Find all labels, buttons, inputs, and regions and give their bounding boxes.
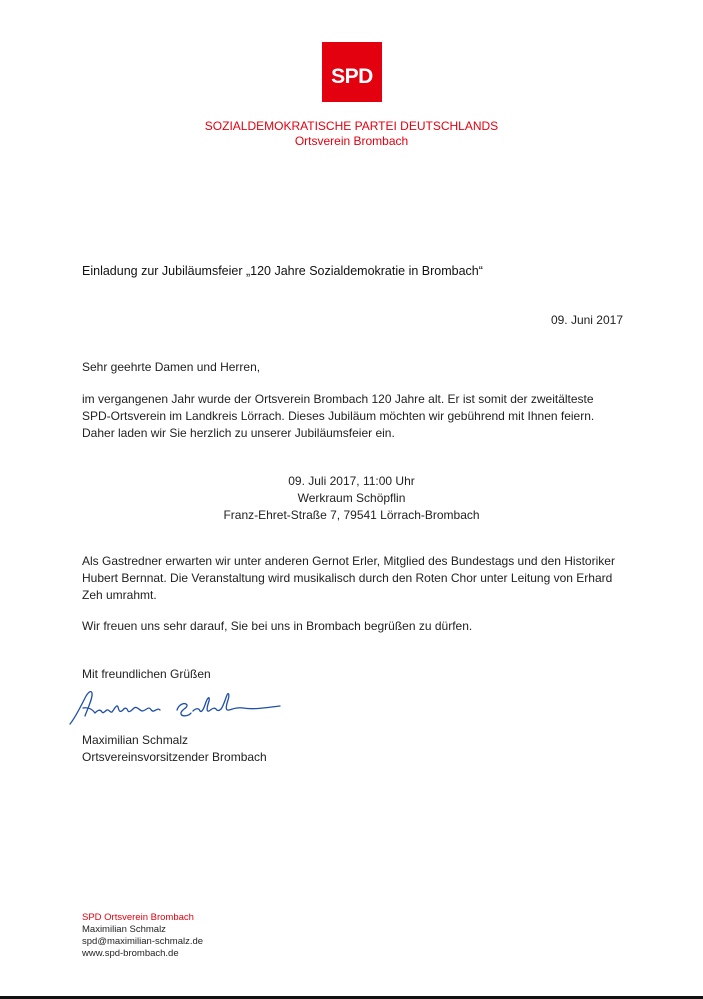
event-details (0, 473, 703, 524)
closing-greeting: Mit freundlichen Grüßen (82, 667, 211, 681)
footer-website: www.spd-brombach.de (82, 948, 179, 959)
paragraph-welcome: Wir freuen uns sehr darauf, Sie bei uns in Brombach begrüßen zu dürfen. (82, 619, 473, 633)
letter-footer (82, 912, 203, 960)
letter-subject: Einladung zur Jubiläumsfeier „120 Jahre Sozialdemokratie in Brombach“ (82, 264, 483, 278)
logo-text: SPD (331, 65, 373, 88)
paragraph-speakers: Als Gastredner erwarten wir unter anderen Gernot Erler, Mitglied des Bundestags und den Historiker Hubert Bernnat. Die Veranstaltung wird musikalisch durch den Roten Chor unter Leitung von Erhard Zeh umrahmt. (82, 554, 615, 602)
footer-organization: SPD Ortsverein Brombach (82, 912, 194, 923)
handwritten-signature (65, 680, 295, 730)
spd-logo (322, 42, 382, 102)
event-address: Franz-Ehret-Straße 7, 79541 Lörrach-Brombach (223, 508, 480, 522)
local-chapter: Ortsverein Brombach (294, 134, 409, 148)
event-venue: Werkraum Schöpflin (297, 491, 406, 505)
signer-role: Ortsvereinsvorsitzender Brombach (82, 750, 267, 764)
event-datetime: 09. Juli 2017, 11:00 Uhr (288, 474, 415, 488)
footer-contact-name: Maximilian Schmalz (82, 924, 166, 935)
letter-date: 09. Juni 2017 (550, 313, 623, 327)
footer-email: spd@maximilian-schmalz.de (82, 936, 204, 947)
party-name: SOZIALDEMOKRATISCHE PARTEI DEUTSCHLANDS (204, 119, 499, 133)
signer-name: Maximilian Schmalz (82, 733, 189, 747)
salutation: Sehr geehrte Damen und Herren, (82, 360, 261, 374)
paragraph-intro: im vergangenen Jahr wurde der Ortsverein Brombach 120 Jahre alt. Er ist somit der zweitälteste SPD-Ortsverein im Landkreis Lörrach. Dieses Jubiläum möchten wir gebührend mit Ihnen feiern. Daher laden wir Sie herzlich zu unserer Jubiläumsfeier ein. (82, 392, 595, 440)
